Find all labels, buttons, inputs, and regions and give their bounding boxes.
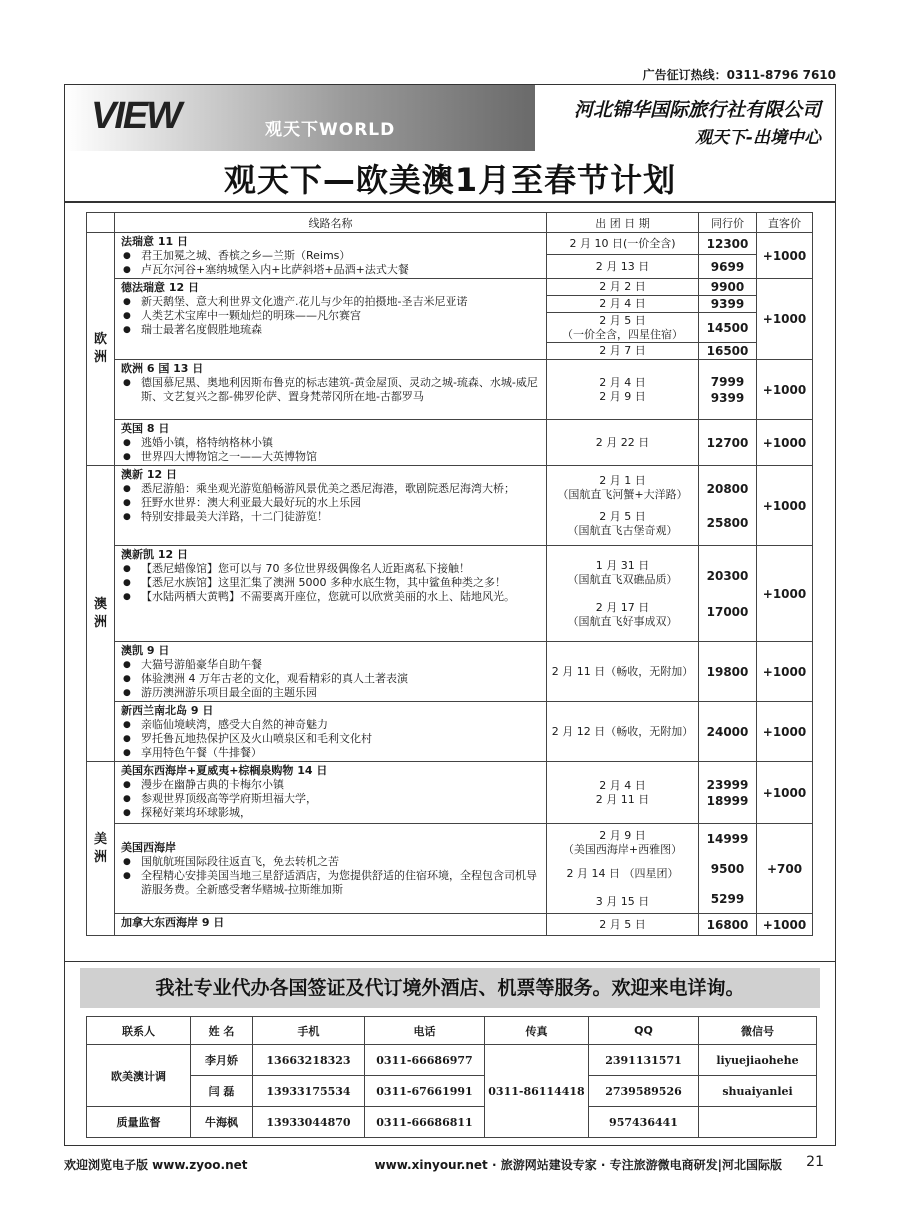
depart-date: 2 月 11 日（畅收，无附加） xyxy=(547,642,699,702)
list-item: ● 漫步在幽静古典的卡梅尔小镇 xyxy=(121,778,540,792)
route-name: 英国 8 日 xyxy=(121,422,170,435)
retail-price: +1000 xyxy=(757,642,813,702)
depart-date: 2 月 13 日 xyxy=(547,255,699,279)
footer-sponsor-link[interactable]: www.xinyour.net · 旅游网站建设专家 · 专注旅游微电商研发|河北国际版 xyxy=(374,1158,782,1172)
route-cell xyxy=(115,762,547,824)
route-name: 法瑞意 11 日 xyxy=(121,235,188,248)
depart-date: 2 月 4 日 xyxy=(547,296,699,313)
route-cell xyxy=(115,914,547,936)
contact-qq: 2739589526 xyxy=(589,1076,699,1107)
department-name: 观天下-出境中心 xyxy=(694,128,821,148)
depart-date: 2 月 22 日 xyxy=(547,420,699,466)
depart-date: 2 月 9 日 （美国西海岸+西雅图） 2 月 14 日 （四星团） 3 月 15 日 xyxy=(547,824,699,914)
list-item: ● 探秘好莱坞环球影城， xyxy=(121,806,540,820)
view-logo: VIEW xyxy=(91,95,181,137)
contact-qq: 957436441 xyxy=(589,1107,699,1138)
trade-price: 19800 xyxy=(699,642,757,702)
list-item: ● 新天鹅堡、意大利世界文化遗产.花儿与少年的拍摄地-圣吉米尼亚诺 xyxy=(121,295,540,309)
list-item: ● 【水陆两栖大黄鸭】不需要离开座位，您就可以欣赏美丽的水上、陆地风光。 xyxy=(121,590,540,604)
qq-header: QQ xyxy=(589,1017,699,1045)
logo-subtitle: 观天下WORLD xyxy=(265,120,396,140)
table-row xyxy=(87,1076,817,1107)
trade-price: 23999 18999 xyxy=(699,762,757,824)
retail-price: +1000 xyxy=(757,279,813,360)
header-banner xyxy=(64,84,836,202)
table-row xyxy=(87,824,813,914)
contact-qq: 2391131571 xyxy=(589,1045,699,1076)
mobile-header: 手机 xyxy=(253,1017,365,1045)
trade-price: 7999 9399 xyxy=(699,360,757,420)
trade-price: 9399 xyxy=(699,296,757,313)
trade-price: 9900 xyxy=(699,279,757,296)
table-row xyxy=(87,1107,817,1138)
contact-wechat xyxy=(699,1107,817,1138)
list-item: ● 游历澳洲游乐项目最全面的主题乐园 xyxy=(121,686,540,700)
table-row xyxy=(87,914,813,936)
retail-price: +1000 xyxy=(757,360,813,420)
route-cell xyxy=(115,420,547,466)
region-europe: 欧 洲 xyxy=(87,233,115,466)
contact-name: 李月娇 xyxy=(191,1045,253,1076)
contact-mobile: 13933175534 xyxy=(253,1076,365,1107)
fax-header: 传真 xyxy=(485,1017,589,1045)
footer-ezine-link[interactable]: 欢迎浏览电子版 www.zyoo.net xyxy=(64,1158,248,1172)
depart-date: 2 月 2 日 xyxy=(547,279,699,296)
retail-price: +1000 xyxy=(757,914,813,936)
trade-price: 24000 xyxy=(699,702,757,762)
trade-price: 12300 xyxy=(699,233,757,255)
depart-date: 2 月 5 日 （一价全含，四星住宿） xyxy=(547,313,699,343)
list-item: ● 人类艺术宝库中一颗灿烂的明珠——凡尔赛宫 xyxy=(121,309,540,323)
route-cell xyxy=(115,546,547,642)
contact-mobile: 13933044870 xyxy=(253,1107,365,1138)
table-row xyxy=(87,1045,817,1076)
list-item: ● 亲临仙境峡湾，感受大自然的神奇魅力 xyxy=(121,718,540,732)
list-item: ● 【悉尼水族馆】这里汇集了澳洲 5000 多种水底生物，其中鲨鱼种类之多！ xyxy=(121,576,540,590)
table-row xyxy=(87,279,813,296)
contact-wechat: liyuejiaohehe xyxy=(699,1045,817,1076)
contact-role: 质量监督 xyxy=(87,1107,191,1138)
route-name: 美国东西海岸+夏威夷+棕榈泉购物 14 日 xyxy=(121,764,328,777)
retail-price: +1000 xyxy=(757,762,813,824)
retail-price: +1000 xyxy=(757,702,813,762)
retail-price: +1000 xyxy=(757,233,813,279)
route-name: 德法瑞意 12 日 xyxy=(121,281,199,294)
name-header: 姓 名 xyxy=(191,1017,253,1045)
table-row xyxy=(87,360,813,420)
visa-service-banner: 我社专业代办各国签证及代订境外酒店、机票等服务。欢迎来电详询。 xyxy=(80,968,820,1008)
depart-date: 2 月 4 日 2 月 11 日 xyxy=(547,762,699,824)
list-item: ● 悉尼游船：乘坐观光游览船畅游风景优美之悉尼海港，歌剧院悉尼海湾大桥； xyxy=(121,482,540,496)
route-cell xyxy=(115,233,547,279)
date-header: 出 团 日 期 xyxy=(547,213,699,233)
group-label: 欧美澳计调 xyxy=(87,1045,191,1107)
logo-band xyxy=(65,85,535,151)
retail-price: +1000 xyxy=(757,420,813,466)
region-header xyxy=(87,213,115,233)
route-cell xyxy=(115,466,547,546)
wechat-header: 微信号 xyxy=(699,1017,817,1045)
page-title: 观天下—欧美澳1月至春节计划 xyxy=(223,161,677,199)
depart-date: 1 月 31 日 （国航直飞双礁品质） 2 月 17 日 （国航直飞好事成双） xyxy=(547,546,699,642)
table-header-row xyxy=(87,213,813,233)
route-name: 澳凯 9 日 xyxy=(121,644,170,657)
trade-price: 9699 xyxy=(699,255,757,279)
depart-date: 2 月 7 日 xyxy=(547,343,699,360)
trade-price: 20300 17000 xyxy=(699,546,757,642)
list-item: ● 国航航班国际段往返直飞，免去转机之苦 xyxy=(121,855,540,869)
ad-hotline: 广告征订热线：0311-8796 7610 xyxy=(642,68,836,82)
list-item: ● 卢瓦尔河谷+塞纳城堡入内+比萨斜塔+品酒+法式大餐 xyxy=(121,263,540,277)
depart-date: 2 月 12 日（畅收，无附加） xyxy=(547,702,699,762)
list-item: ● 特别安排最美大洋路，十二门徒游览！ xyxy=(121,510,540,524)
trade-price: 12700 xyxy=(699,420,757,466)
list-item: ● 大猫号游船豪华自助午餐 xyxy=(121,658,540,672)
retail-price: +700 xyxy=(757,824,813,914)
list-item: ● 全程精心安排美国当地三星舒适酒店，为您提供舒适的住宿环境，全程包含司机导游服务费。全新感受奢华赌城-拉斯维加斯 xyxy=(121,869,540,897)
contact-mobile: 13663218323 xyxy=(253,1045,365,1076)
retail-price: +1000 xyxy=(757,466,813,546)
contact-header: 联系人 xyxy=(87,1017,191,1045)
route-name: 澳新凯 12 日 xyxy=(121,548,188,561)
list-item: ● 体验澳洲 4 万年古老的文化，观看精彩的真人土著表演 xyxy=(121,672,540,686)
trade-price: 16800 xyxy=(699,914,757,936)
list-item: ● 【悉尼蜡像馆】您可以与 70 多位世界级偶像名人近距离私下接触！ xyxy=(121,562,540,576)
depart-date: 2 月 5 日 xyxy=(547,914,699,936)
depart-date: 2 月 10 日(一价全含) xyxy=(547,233,699,255)
contact-table xyxy=(86,1016,817,1138)
contact-fax: 0311-86114418 xyxy=(485,1045,589,1138)
trade-price-header: 同行价 xyxy=(699,213,757,233)
contact-name: 牛海枫 xyxy=(191,1107,253,1138)
contact-wechat: shuaiyanlei xyxy=(699,1076,817,1107)
region-australia: 澳 洲 xyxy=(87,466,115,762)
contact-phone: 0311-66686811 xyxy=(365,1107,485,1138)
trade-price: 20800 25800 xyxy=(699,466,757,546)
list-item: ● 狂野水世界：澳大利亚最大最好玩的水上乐园 xyxy=(121,496,540,510)
trade-price: 14999 9500 5299 xyxy=(699,824,757,914)
list-item: ● 瑞士最著名度假胜地琉森 xyxy=(121,323,540,337)
list-item: ● 参观世界顶级高等学府斯坦福大学， xyxy=(121,792,540,806)
route-name: 新西兰南北岛 9 日 xyxy=(121,704,214,717)
list-item: ● 世界四大博物馆之一——大英博物馆 xyxy=(121,450,540,464)
retail-price-header: 直客价 xyxy=(757,213,813,233)
depart-date: 2 月 1 日 （国航直飞河蟹+大洋路） 2 月 5 日 （国航直飞古堡奇观） xyxy=(547,466,699,546)
contact-phone: 0311-66686977 xyxy=(365,1045,485,1076)
route-cell xyxy=(115,702,547,762)
trade-price: 14500 xyxy=(699,313,757,343)
contact-name: 闫 磊 xyxy=(191,1076,253,1107)
table-row xyxy=(87,642,813,702)
tour-table xyxy=(86,212,813,936)
contact-header-row xyxy=(87,1017,817,1045)
route-cell xyxy=(115,360,547,420)
table-row xyxy=(87,762,813,824)
table-row xyxy=(87,466,813,546)
route-cell xyxy=(115,279,547,360)
table-row xyxy=(87,233,813,255)
route-header: 线路名称 xyxy=(115,213,547,233)
company-name: 河北锦华国际旅行社有限公司 xyxy=(573,99,821,121)
route-name: 加拿大东西海岸 9 日 xyxy=(121,916,225,929)
phone-header: 电话 xyxy=(365,1017,485,1045)
contact-phone: 0311-67661991 xyxy=(365,1076,485,1107)
region-america: 美 洲 xyxy=(87,762,115,936)
route-cell xyxy=(115,642,547,702)
list-item: ● 享用特色午餐（牛排餐） xyxy=(121,746,540,760)
list-item: ● 逃婚小镇，格特纳格林小镇 xyxy=(121,436,540,450)
list-item: ● 德国慕尼黑、奥地利因斯布鲁克的标志建筑-黄金屋顶、灵动之城-琉森、水城-威尼斯、文艺复兴之都-佛罗伦萨、置身梵蒂冈所在地-古都罗马 xyxy=(121,376,540,404)
table-row xyxy=(87,702,813,762)
table-row xyxy=(87,420,813,466)
route-cell xyxy=(115,824,547,914)
route-name: 澳新 12 日 xyxy=(121,468,177,481)
page-number: 21 xyxy=(806,1154,824,1170)
route-name: 欧洲 6 国 13 日 xyxy=(121,362,204,375)
route-name: 美国西海岸 xyxy=(121,841,176,854)
trade-price: 16500 xyxy=(699,343,757,360)
list-item: ● 罗托鲁瓦地热保护区及火山喷泉区和毛利文化村 xyxy=(121,732,540,746)
retail-price: +1000 xyxy=(757,546,813,642)
table-row xyxy=(87,546,813,642)
depart-date: 2 月 4 日 2 月 9 日 xyxy=(547,360,699,420)
list-item: ● 君王加冕之城、香槟之乡—兰斯（Reims） xyxy=(121,249,540,263)
